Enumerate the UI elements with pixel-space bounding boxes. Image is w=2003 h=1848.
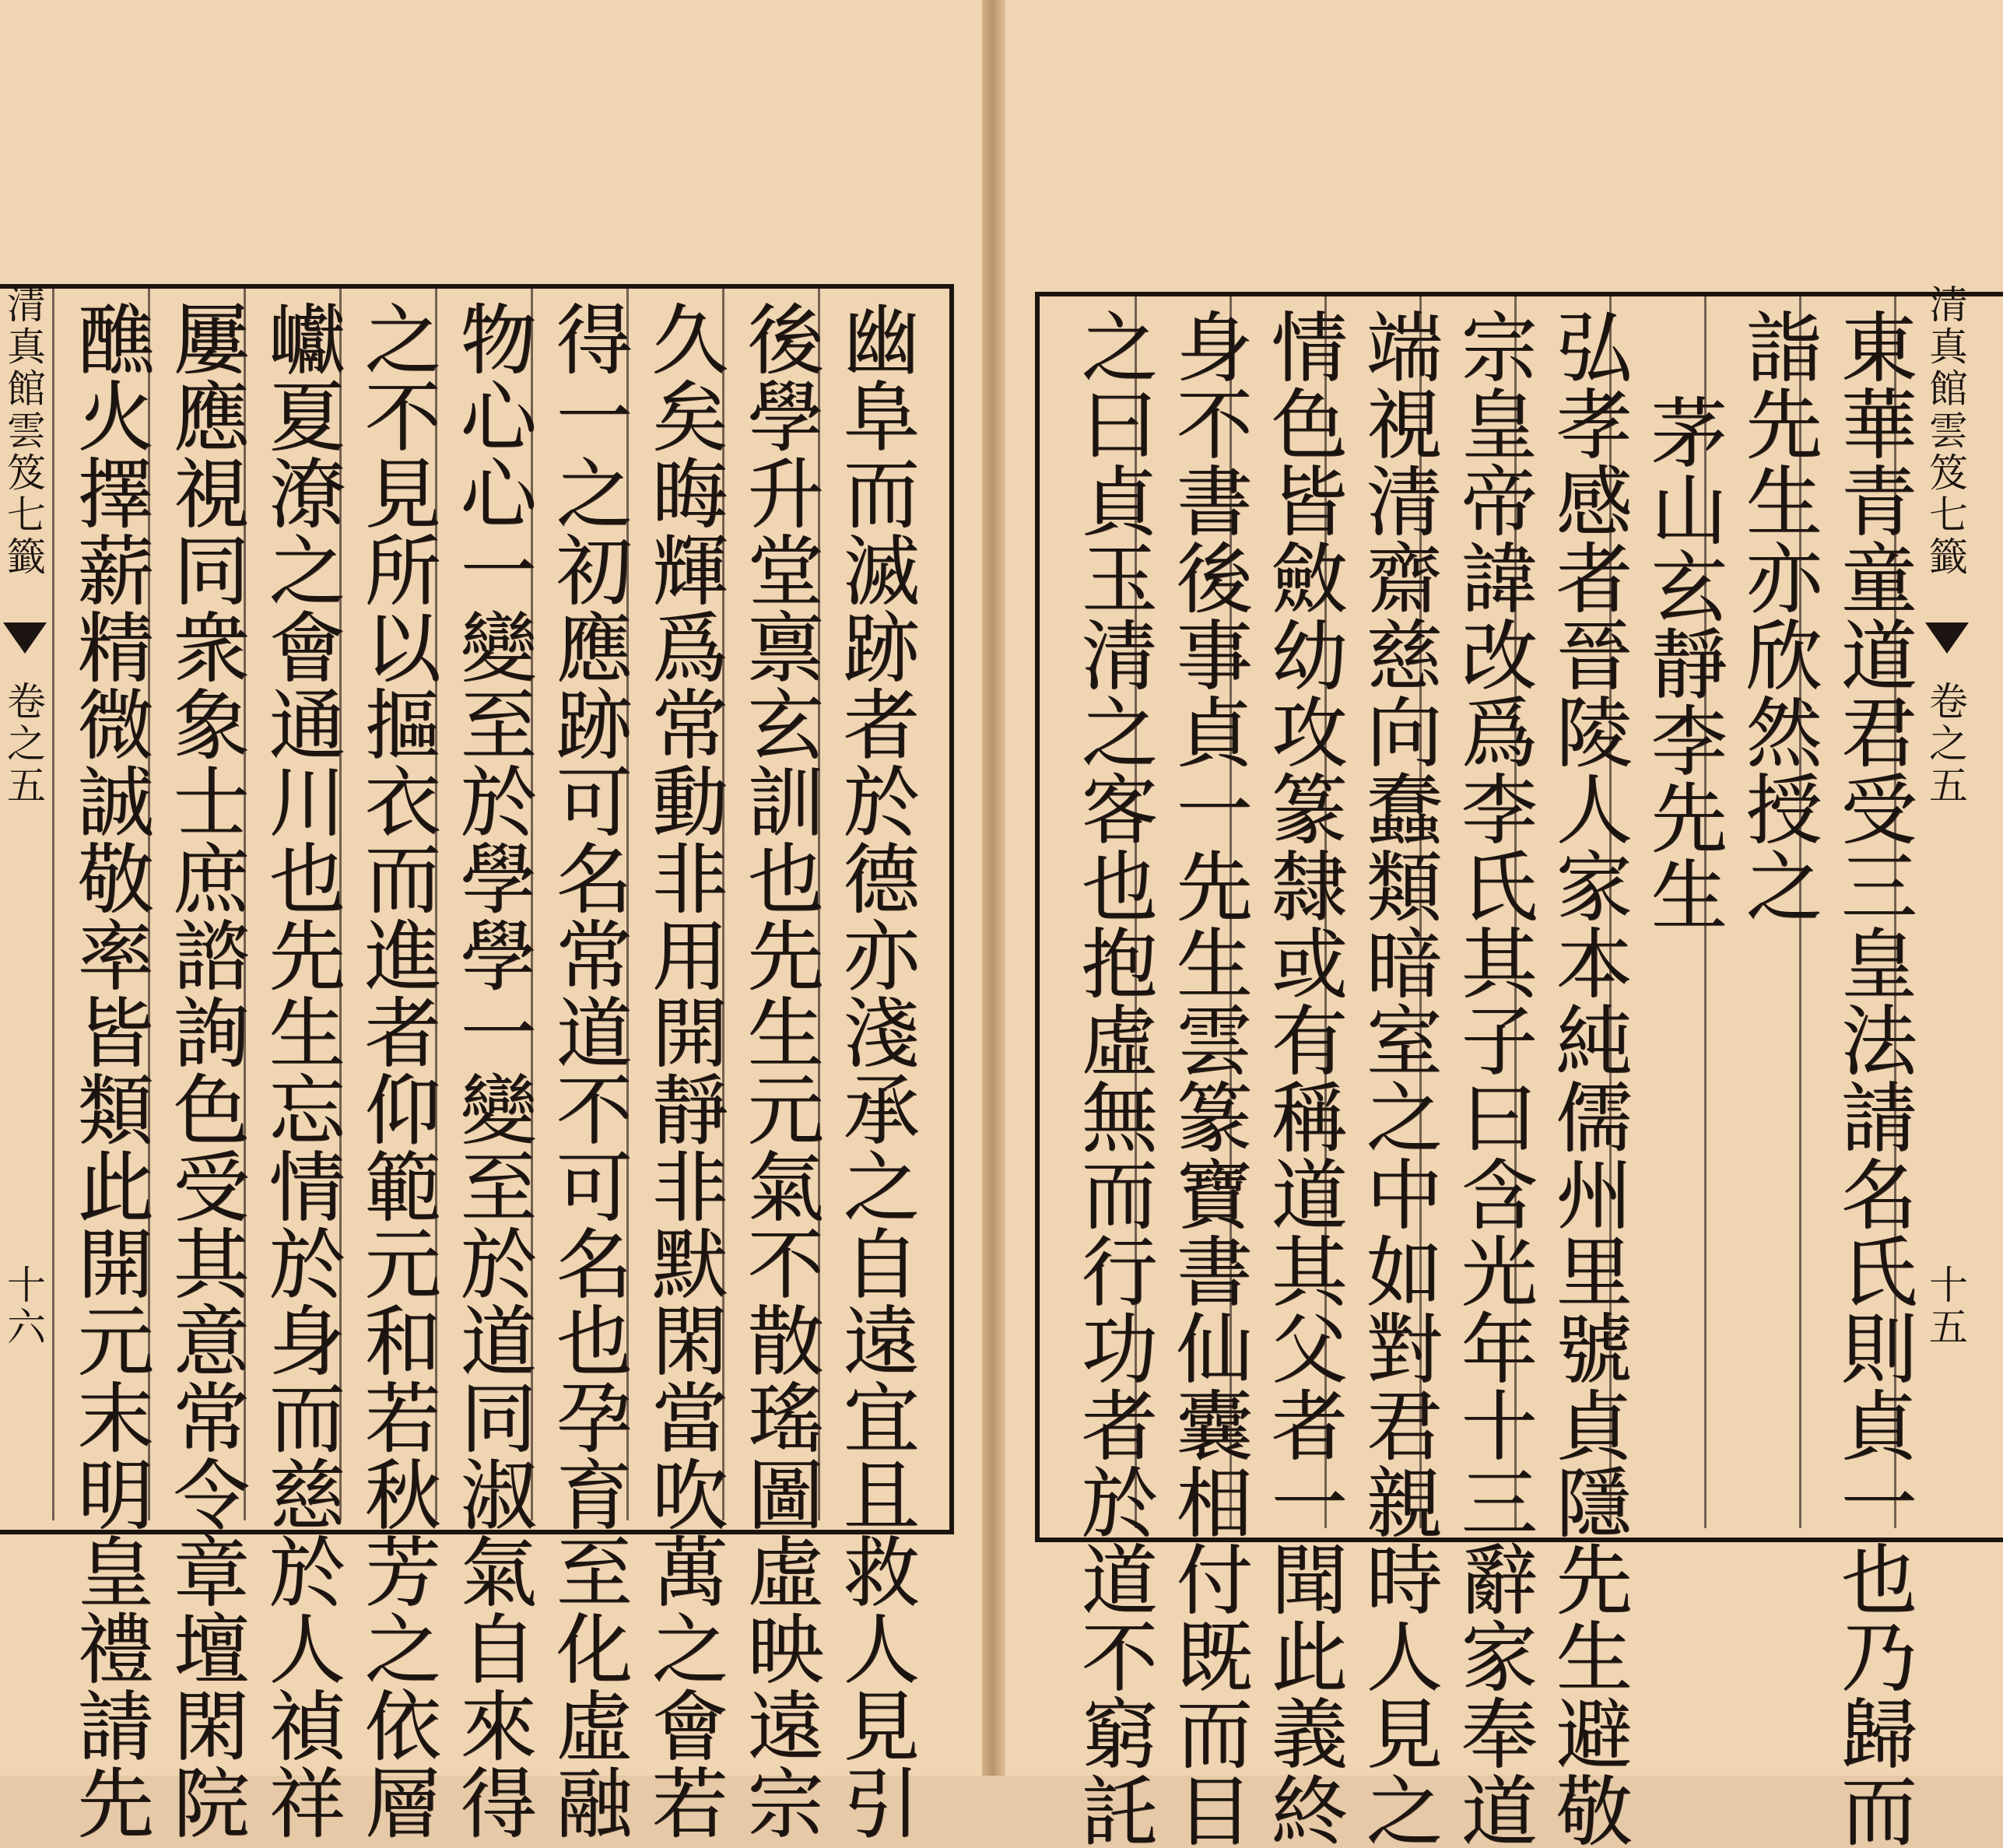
banner-title: 清真館雲笈七籤 — [1, 284, 46, 578]
fishtail-mark — [1925, 622, 1969, 654]
column-rule — [52, 289, 54, 1520]
text-column: 之不見所以摳衣而進者仰範元和若秋芳之依層 — [352, 300, 440, 1840]
text-column: 幽阜而滅跡者於德亦淺承之自遠宜且救人見引 — [830, 300, 919, 1840]
text-column: 得一之初應跡可名常道不可名也孕育至化虛融 — [543, 300, 632, 1840]
left-banner — [0, 276, 47, 1533]
text-column: 宗皇帝諱改爲李氏其子曰含光年十三辭家奉道 — [1448, 307, 1537, 1848]
text-column: 端視清齋慈向蠢類暗室之中如對君親時人見之 — [1353, 307, 1442, 1848]
text-column: 弘孝感者晉陵人家本純儒州里號貞隱先生避敬 — [1543, 307, 1632, 1848]
text-column: 身不書後事貞一先生雲篆寶書仙囊相付既而目 — [1163, 307, 1252, 1848]
right-banner — [1922, 276, 1969, 1533]
text-column: 之曰貞玉清之客也抱虛無而行功者於道不窮託 — [1068, 307, 1157, 1848]
text-column: 醮火擇薪精微誠敬率皆類此開元末明皇禮請先 — [65, 300, 153, 1840]
text-column: 後學升堂禀玄訓也先生元氣不散瑤圖虛映遠宗 — [735, 300, 823, 1840]
text-column: 巘夏潦之會通川也先生忘情於身而慈於人禎祥 — [256, 300, 345, 1840]
text-column: 詣先生亦欣然授之 — [1733, 307, 1822, 924]
page-number: 十六 — [1, 1264, 46, 1348]
text-column: 情色皆斂幼攻篆隸或有稱道其父者一聞此義終 — [1258, 307, 1347, 1848]
banner-title: 清真館雲笈七籤 — [1923, 284, 1968, 578]
text-column: 物心心一變至於學學一變至於道同淑氣自來得 — [447, 300, 536, 1840]
book-spine — [982, 0, 1005, 1776]
text-column: 久矣晦輝爲常動非用開靜非默閑當吹萬之會若 — [639, 300, 728, 1840]
banner-juan: 卷之五 — [1, 681, 46, 807]
text-column: 東華青童道君受三皇法請名氏則貞一也乃歸而 — [1828, 307, 1917, 1848]
fishtail-mark — [3, 622, 47, 654]
banner-juan: 卷之五 — [1923, 681, 1968, 807]
page-number: 十五 — [1923, 1264, 1968, 1348]
section-heading: 茅山玄靜李先生 — [1638, 393, 1727, 932]
text-column: 屢應視同衆象士庶諮詢色受其意常令章壇閑院 — [160, 300, 249, 1840]
